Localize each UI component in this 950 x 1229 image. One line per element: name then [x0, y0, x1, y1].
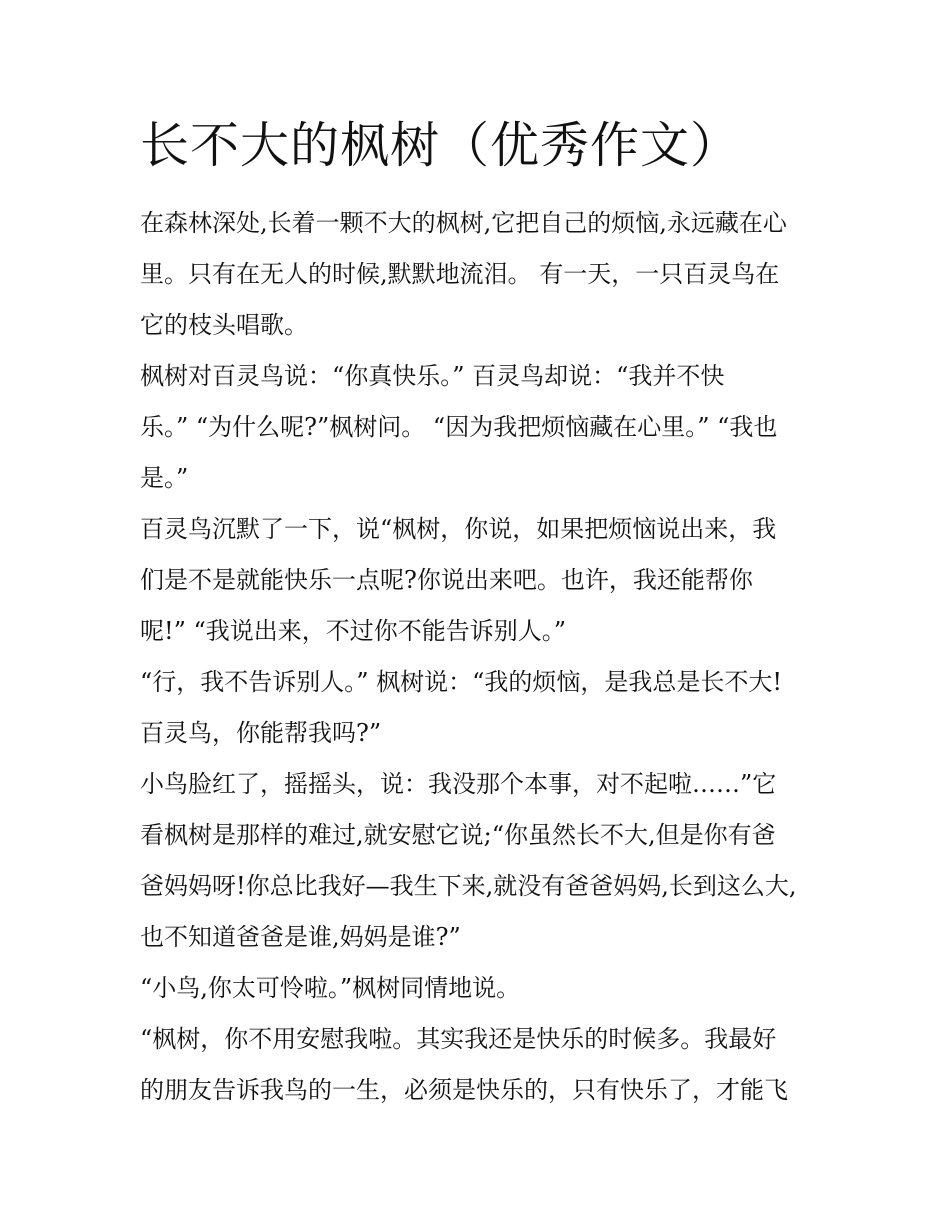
text-line: “枫树，你不用安慰我啦。其实我还是快乐的时候多。我最好	[140, 1025, 777, 1053]
text-line: 在森林深处,长着一颗不大的枫树,它把自己的烦恼,永远藏在心	[140, 209, 787, 237]
text-line: 也不知道爸爸是谁,妈妈是谁?”	[140, 923, 461, 951]
text-line: 枫树对百灵鸟说：“你真快乐。” 百灵鸟却说：“我并不快	[140, 362, 725, 390]
text-line: 呢!” “我说出来，不过你不能告诉别人。”	[140, 617, 567, 645]
document-title: 长不大的枫树（优秀作文）	[140, 117, 741, 174]
text-line: “行，我不告诉别人。” 枫树说：“我的烦恼，是我总是长不大!	[140, 668, 783, 696]
text-line: 里。只有在无人的时候,默默地流泪。 有一天，一只百灵鸟在	[140, 260, 780, 288]
text-line: 它的枝头唱歌。	[140, 311, 308, 339]
text-line: 乐。” “为什么呢?”枫树问。 “因为我把烦恼藏在心里。” “我也	[140, 413, 778, 441]
text-line: 是。”	[140, 464, 189, 492]
text-line: 的朋友告诉我鸟的一生，必须是快乐的，只有快乐了，才能飞	[140, 1076, 788, 1104]
document-body	[140, 198, 812, 1116]
text-line: 小鸟脸红了，摇摇头，说：我没那个本事，对不起啦……”它	[140, 770, 777, 798]
text-line: 们是不是就能快乐一点呢?你说出来吧。也许，我还能帮你	[140, 566, 753, 594]
text-line: 看枫树是那样的难过,就安慰它说;“你虽然长不大,但是你有爸	[140, 821, 776, 849]
text-line: 百灵鸟，你能帮我吗?”	[140, 719, 382, 747]
text-line: “小鸟,你太可怜啦。”枫树同情地说。	[140, 974, 521, 1002]
text-line: 爸妈妈呀!你总比我好—我生下来,就没有爸爸妈妈,长到这么大,	[140, 872, 797, 900]
text-line: 百灵鸟沉默了一下，说“枫树，你说，如果把烦恼说出来，我	[140, 515, 777, 543]
